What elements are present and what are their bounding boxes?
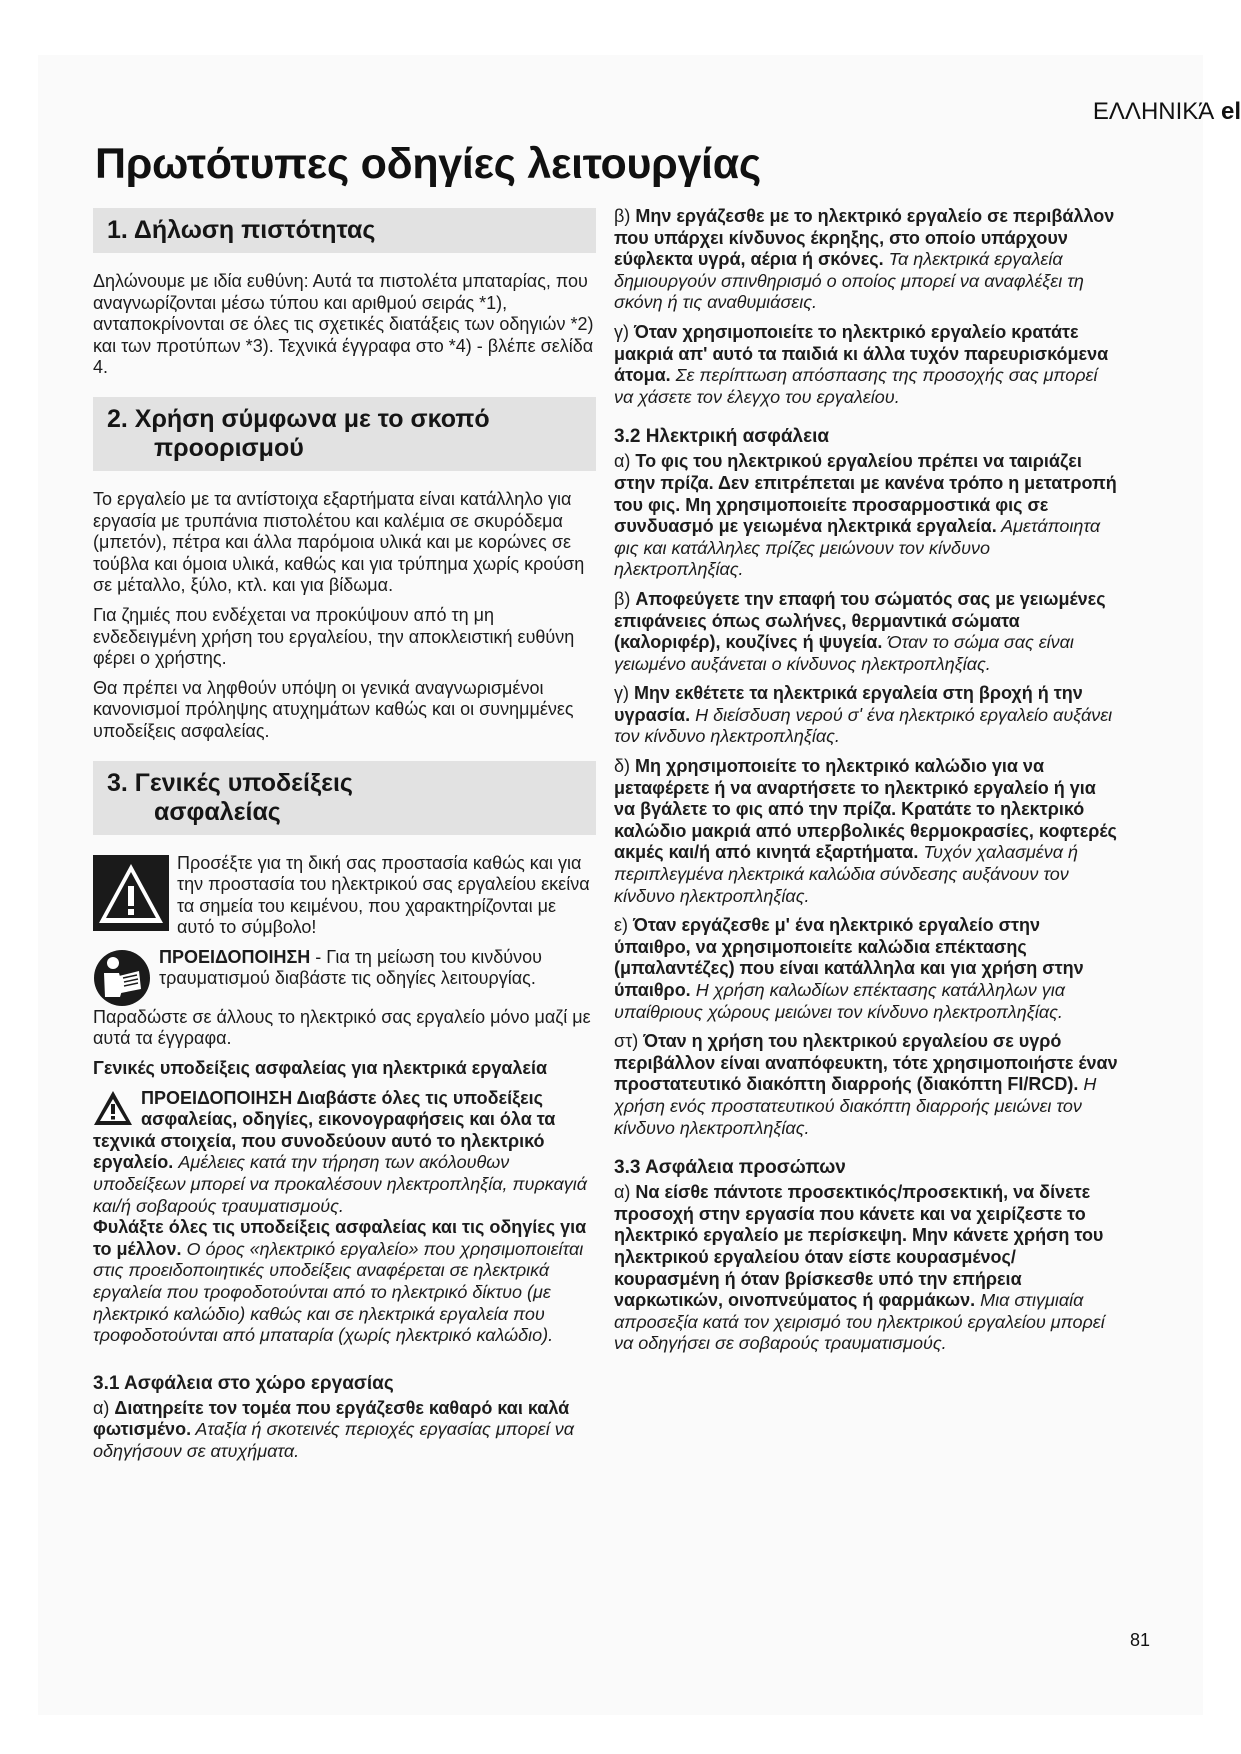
section-3-heading: 3. Γενικές υποδείξεις ασφαλείας [93,761,596,835]
section-3-1-item-b: β) Μην εργάζεσθε με το ηλεκτρικό εργαλείο σε περιβάλλον που υπάρχει κίνδυνος έκρηξης, στο οποίο υπάρχουν εύφλεκτα υγρά, αέρια ή σκόνες. Τα ηλεκτρικά εργαλεία δημιουργούν σπινθηρισμό ο οποίος μπορεί να αναφλέξει τη σκόνη ή τις αναθυμιάσεις. [614,206,1115,313]
left-column [93,208,596,1471]
section-1-text: Δηλώνουμε με ιδία ευθύνη: Αυτά τα πιστολέτα μπαταρίας, που αναγνωρίζονται μέσω τύπου και αριθμού σειράς *1), ανταποκρίνονται σε όλες τις σχετικές διατάξεις των οδηγιών *2) και των προτύπων *3). Τεχνικά έγγραφα στο *4) - βλέπε σελίδα 4. [93,271,594,378]
right-column [614,206,1119,1363]
general-safety-heading: Γενικές υποδείξεις ασφαλείας για ηλεκτρικά εργαλεία [93,1058,548,1079]
pass-on-note: Παραδώστε σε άλλους το ηλεκτρικό σας εργαλείο μόνο μαζί με αυτά τα έγγραφα. [93,1006,591,1049]
language-label: ΕΛΛΗΝΙΚΆ el [1092,98,1241,125]
section-3-1-item-a: α) Διατηρείτε τον τομέα που εργάζεσθε καθαρό και καλά φωτισμένο. Αταξία ή σκοτεινές περιοχές εργασίας μπορεί να οδηγήσουν σε ατυχήματα. [93,1397,574,1461]
section-3-1-heading: 3.1 Ασφάλεια στο χώρο εργασίας [93,1372,394,1394]
read-manual-warning [93,947,596,1007]
section-3-2-item-c: γ) Μην εκθέτετε τα ηλεκτρικά εργαλεία στη βροχή ή την υγρασία. Η διείσδυση νερού σ' ένα ηλεκτρικό εργαλείο αυξάνει τον κίνδυνο ηλεκτροπληξίας. [614,683,1113,747]
section-3-2-item-e: ε) Όταν εργάζεσθε μ' ένα ηλεκτρικό εργαλείο στην ύπαιθρο, να χρησιμοποιείτε καλώδια επέκτασης (μπαλαντέζες) που είναι κατάλληλα και για χρήση στην ύπαιθρο. Η χρήση καλωδίων επέκτασης κατάλληλων για υπαίθριους χώρους μειώνει τον κίνδυνο ηλεκτροπληξίας. [614,915,1084,1022]
general-warning [93,1088,596,1355]
warning-symbol-note [93,853,596,947]
read-manual-warning-text: ΠΡΟΕΙΔΟΠΟΙΗΣΗ - Για τη μείωση του κινδύνου τραυματισμού διαβάστε τις οδηγίες λειτουργίας. [159,946,542,989]
section-2-paragraph: Το εργαλείο με τα αντίστοιχα εξαρτήματα είναι κατάλληλο για εργασία με τρυπάνια πιστολέτου και καλέμια σε σκυρόδεμα (μπετόν), πέτρα και άλλα παρόμοια υλικά και με κορώνες σε τούβλα και όμοια υλικά, καθώς και για τρύπημα χωρίς κρούση σε μέταλλο, ξύλο, κτλ. και για βίδωμα. [93,488,585,596]
symbol-explanation-text: Προσέξτε για τη δική σας προστασία καθώς και για την προστασία του ηλεκτρικού σας εργαλείου εκείνα τα σημεία του κειμένου, που χαρακτηρίζονται με αυτό το σύμβολο! [177,852,590,938]
section-3-2-item-d: δ) Μη χρησιμοποιείτε το ηλεκτρικό καλώδιο για να μεταφέρετε ή να αναρτήσετε το ηλεκτρικό εργαλείο ή για να βγάλετε το φις από την πρίζα. Κρατάτε το ηλεκτρικό καλώδιο μακριά από υπερβολικές θερμοκρασίες, κοφτερές ακμές και/ή από κινητά εξαρτήματα. Τυχόν χαλασμένα ή περιπλεγμένα ηλεκτρικά καλώδια σύνδεσης αυξάνουν τον κίνδυνο ηλεκτροπληξίας. [614,756,1117,906]
section-1-heading: 1. Δήλωση πιστότητας [93,208,596,253]
section-3-2-item-a: α) Το φις του ηλεκτρικού εργαλείου πρέπει να ταιριάζει στην πρίζα. Δεν επιτρέπεται με κανένα τρόπο η μετατροπή του φις. Μη χρησιμοποιείτε προσαρμοστικά φις σε συνδυασμό με γειωμένα ηλεκτρικά εργαλεία. Αμετάποιητα φις και κατάλληλες πρίζες μειώνουν τον κίνδυνο ηλεκτροπληξίας. [614,451,1117,580]
section-3-2-heading: 3.2 Ηλεκτρική ασφάλεια [614,426,830,448]
page-title: Πρωτότυπες οδηγίες λειτουργίας [95,140,761,188]
warning-triangle-icon [93,1090,133,1126]
section-3-2-item-b: β) Αποφεύγετε την επαφή του σώματός σας με γειωμένες επιφάνειες όπως σωλήνες, θερμαντικά σώματα (καλοριφέρ), κουζίνες ή ψυγεία. Όταν το σώμα σας είναι γειωμένο αυξάνεται ο κίνδυνος ηλεκτροπληξίας. [614,588,1106,674]
section-3-1-item-c: γ) Όταν χρησιμοποιείτε το ηλεκτρικό εργαλείο κρατάτε μακριά απ' αυτό τα παιδιά κι άλλα τυχόν παρευρισκόμενα άτομα. Σε περίπτωση απόσπασης της προσοχής σας μπορεί να χάσετε τον έλεγχο του εργαλείου. [614,321,1109,407]
section-2-heading: 2. Χρήση σύμφωνα με το σκοπό προορισμού [93,397,596,471]
read-manual-icon [93,949,151,1007]
page-number: 81 [1130,1630,1151,1650]
warning-triangle-icon [93,855,169,931]
general-warning-text: ΠΡΟΕΙΔΟΠΟΙΗΣΗ Διαβάστε όλες τις υποδείξεις ασφαλείας, οδηγίες, εικονογραφήσεις και όλα τα τεχνικά στοιχεία, που συνοδεύουν αυτό το ηλεκτρικό εργαλείο. Αμέλειες κατά την τήρηση των ακόλουθων υποδείξεων μπορεί να προκαλέσουν ηλεκτροπληξία, πυρκαγιά και/ή σοβαρούς τραυματισμούς. Φυλάξτε όλες τις υποδείξεις ασφαλείας και τις οδηγίες για το μέλλον. Ο όρος «ηλεκτρικό εργαλείο» που χρησιμοποιείται στις προειδοποιητικές υποδείξεις αναφέρεται σε ηλεκτρικά εργαλεία που τροφοδοτούνται από το ηλεκτρικό δίκτυο (με ηλεκτρικό καλώδιο) καθώς και σε ηλεκτρικά εργαλεία που τροφοδοτούνται από μπαταρία (χωρίς ηλεκτρικό καλώδιο). [93,1087,588,1346]
section-3-3-heading: 3.3 Ασφάλεια προσώπων [614,1157,846,1179]
section-2-paragraph: Για ζημιές που ενδέχεται να προκύψουν από τη μη ενδεδειγμένη χρήση του εργαλείου, την αποκλειστική ευθύνη φέρει ο χρήστης. [93,604,575,669]
section-2-paragraph: Θα πρέπει να ληφθούν υπόψη οι γενικά αναγνωρισμένοι κανονισμοί πρόληψης ατυχημάτων καθώς και οι συνημμένες υποδείξεις ασφαλείας. [93,677,574,741]
section-3-2-item-f: στ) Όταν η χρήση του ηλεκτρικού εργαλείου σε υγρό περιβάλλον είναι αναπόφευκτη, τότε χρησιμοποιήστε έναν προστατευτικό διακόπτη διαρροής (διακόπτη FI/RCD). Η χρήση ενός προστατευτικού διακόπτη διαρροής μειώνει τον κίνδυνο ηλεκτροπληξίας. [614,1031,1118,1138]
section-3-3-item-a: α) Να είσθε πάντοτε προσεκτικός/προσεκτική, να δίνετε προσοχή στην εργασία που κάνετε και να χειρίζεστε το ηλεκτρικό εργαλείο με περίσκεψη. Μην κάνετε χρήση του ηλεκτρικού εργαλείου όταν είστε κουρασμένος/κουρασμένη ή όταν βρίσκεσθε υπό την επήρεια ναρκωτικών, οινοπνεύματος ή φαρμάκων. Μια στιγμιαία απροσεξία κατά τον χειρισμό του ηλεκτρικού εργαλείου μπορεί να οδηγήσει σε σοβαρούς τραυματισμούς. [614,1182,1105,1354]
